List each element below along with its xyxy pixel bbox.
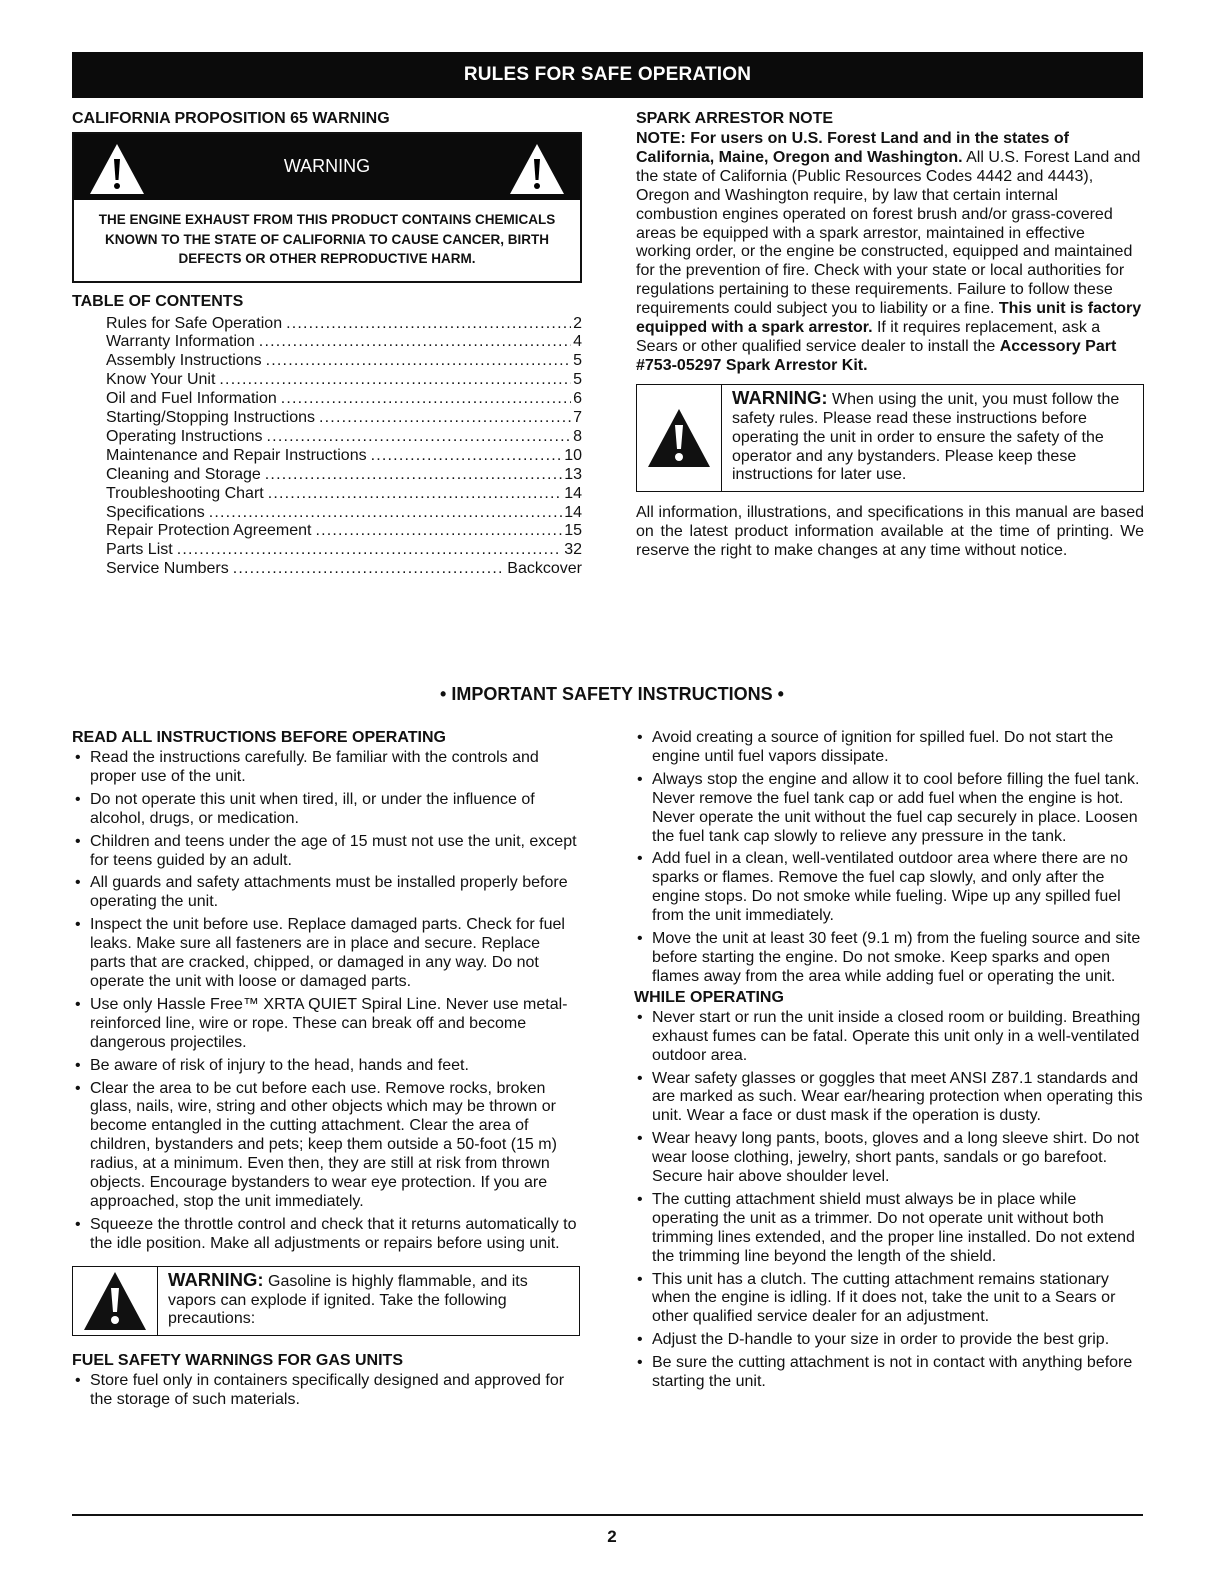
toc-leader-dots: [259, 333, 571, 352]
toc-entry-title: Cleaning and Storage: [106, 465, 261, 483]
prop65-heading: CALIFORNIA PROPOSITION 65 WARNING: [72, 110, 390, 127]
toc-entry: [106, 390, 582, 409]
fuel-precautions-list: [634, 729, 1144, 987]
toc-leader-dots: [209, 504, 562, 523]
list-item: • Wear heavy long pants, boots, gloves and a long sleeve shirt. Do not wear loose clothing, jewelry, short pants, sandals or go barefoot. Secure hair above shoulder level.: [634, 1130, 1144, 1187]
toc-entry: [106, 333, 582, 352]
spark-body-2: If it requires replacement, ask a Sears or other qualified service dealer to install the: [636, 319, 1101, 355]
list-item: • Read the instructions carefully. Be familiar with the controls and proper use of the unit.: [72, 749, 580, 787]
safety-rules-warning-box: [636, 384, 1144, 493]
warning-label: WARNING:: [168, 1268, 264, 1290]
toc-entry-page: 14: [564, 503, 582, 521]
info-paragraph: All information, illustrations, and specifications in this manual are based on the latest product information available at the time of printing. We reserve the right to make changes at any time without notice.: [636, 504, 1144, 560]
list-item: • Add fuel in a clean, well-ventilated outdoor area where there are no sparks or flames. Remove the fuel cap slowly, and only after the engine stops. Do not smoke while fueling. Wipe up any spilled fuel from the unit immediately.: [634, 850, 1144, 926]
toc-leader-dots: [266, 352, 571, 371]
spark-note: [636, 130, 1144, 376]
warning-icon-cell: [637, 385, 722, 492]
gasoline-warning-text: [158, 1267, 579, 1336]
toc-leader-dots: [286, 315, 571, 334]
toc-entry-page: 15: [564, 522, 582, 540]
toc-entry-title: Repair Protection Agreement: [106, 522, 312, 540]
toc-entry-title: Service Numbers: [106, 560, 229, 578]
list-item: • Avoid creating a source of ignition for spilled fuel. Do not start the engine until fuel vapors dissipate.: [634, 729, 1144, 767]
safety-rules-warning-text: [722, 385, 1143, 492]
toc-entry-page: Backcover: [507, 560, 582, 578]
prop65-warning-box: [72, 132, 582, 283]
fuel-safety-heading: FUEL SAFETY WARNINGS FOR GAS UNITS: [72, 1352, 403, 1370]
toc-entry-title: Operating Instructions: [106, 427, 263, 445]
toc-entry-title: Know Your Unit: [106, 371, 216, 389]
warning-triangle-icon: [82, 1270, 148, 1332]
toc-entry-page: 7: [573, 409, 582, 427]
right-bottom-column: [634, 729, 1144, 1396]
list-item: • Always stop the engine and allow it to cool before filling the fuel tank. Never remove the fuel tank cap or add fuel when the engine is hot. Never operate the unit without the fuel cap securely in place. Loosen the fuel tank cap slowly to relieve any pressure in the tank.: [634, 771, 1144, 847]
list-item: • Be aware of risk of injury to the head, hands and feet.: [72, 1057, 580, 1076]
toc-leader-dots: [177, 541, 563, 560]
spark-bold-2: This unit is factory equipped with a spark arrestor.: [636, 300, 1142, 337]
list-item: • Inspect the unit before use. Replace damaged parts. Check for fuel leaks. Make sure all fasteners are in place and secure. Replace parts that are cracked, chipped, or damaged in any way. Do not operate the unit with loose or damaged parts.: [72, 916, 580, 992]
list-item: • Move the unit at least 30 feet (9.1 m) from the fueling source and site before starting the engine. Do not smoke. Keep sparks and open flames away from the area while adding fuel or operating the unit.: [634, 930, 1144, 987]
right-top-column: [636, 110, 1144, 561]
toc-entry-title: Assembly Instructions: [106, 352, 262, 370]
toc-entry: [106, 315, 582, 334]
toc-leader-dots: [315, 522, 562, 541]
list-item: • Adjust the D-handle to your size in order to provide the best grip.: [634, 1331, 1144, 1350]
page-number: 2: [607, 1527, 617, 1546]
toc-entry-page: 8: [573, 427, 582, 445]
toc-leader-dots: [267, 428, 572, 447]
toc-entry: [106, 352, 582, 371]
toc-entry: [106, 371, 582, 390]
toc-entry: [106, 504, 582, 523]
section-banner: RULES FOR SAFE OPERATION: [72, 52, 1143, 98]
toc-entry: [106, 428, 582, 447]
left-top-column: [72, 110, 582, 579]
list-item: • Clear the area to be cut before each use. Remove rocks, broken glass, nails, wire, string and other objects which may be thrown or become entangled in the cutting attachment. Clear the area of children, bystanders and pets; keep them outside a 50-foot (15 m) radius, at a minimum. Even then, they are still at risk from thrown objects. Encourage bystanders to wear eye protection. If you are approached, stop the unit immediately.: [72, 1080, 580, 1212]
list-item: • All guards and safety attachments must be installed properly before operating the unit.: [72, 874, 580, 912]
toc-entry-title: Troubleshooting Chart: [106, 484, 264, 502]
while-operating-heading: WHILE OPERATING: [634, 988, 784, 1006]
fuel-safety-list: [72, 1372, 580, 1410]
important-safety-title: • IMPORTANT SAFETY INSTRUCTIONS •: [440, 684, 784, 704]
list-item: • Children and teens under the age of 15 must not use the unit, except for teens guided by an adult.: [72, 833, 580, 871]
toc-leader-dots: [233, 560, 506, 579]
toc-heading: TABLE OF CONTENTS: [72, 292, 244, 310]
left-bottom-column: [72, 729, 580, 1414]
warning-triangle-icon: [646, 407, 712, 469]
spark-heading: SPARK ARRESTOR NOTE: [636, 110, 834, 127]
list-item: • Be sure the cutting attachment is not in contact with anything before starting the unit.: [634, 1354, 1144, 1392]
toc-leader-dots: [371, 447, 563, 466]
prop65-warning-header: [74, 134, 580, 200]
toc-leader-dots: [219, 371, 571, 390]
toc-entry-page: 10: [564, 446, 582, 464]
warning-triangle-icon: [508, 142, 566, 196]
toc-entry: [106, 485, 582, 504]
read-all-heading: READ ALL INSTRUCTIONS BEFORE OPERATING: [72, 729, 446, 746]
toc-entry: [106, 466, 582, 485]
toc-entry-title: Rules for Safe Operation: [106, 314, 283, 332]
warning-body: When using the unit, you must follow the safety rules. Please read these instructions before operating the unit in order to ensure the safety of the operator and any bystanders. Please keep these instructions for later use.: [732, 390, 1120, 484]
warning-label: WARNING:: [732, 386, 828, 408]
toc-entry-title: Warranty Information: [106, 333, 255, 351]
spark-note-bold: NOTE: For users on U.S. Forest Land and in the states of California, Maine, Oregon and Washington.: [636, 130, 1069, 166]
toc-leader-dots: [268, 485, 562, 504]
list-item: • This unit has a clutch. The cutting attachment remains stationary when the engine is idling. If it does not, take the unit to a Sears or other qualified service dealer for an adjustment.: [634, 1271, 1144, 1328]
list-item: • Do not operate this unit when tired, ill, or under the influence of alcohol, drugs, or medication.: [72, 791, 580, 829]
toc-entry-title: Specifications: [106, 503, 205, 521]
toc-entry-page: 32: [564, 541, 582, 559]
toc-leader-dots: [281, 390, 571, 409]
toc-entry-page: 13: [564, 465, 582, 483]
list-item: • Squeeze the throttle control and check that it returns automatically to the idle position. Make all adjustments or repairs before using unit.: [72, 1216, 580, 1254]
toc-entry-page: 5: [573, 352, 582, 370]
list-item: • Use only Hassle Free™ XRTA QUIET Spiral Line. Never use metal-reinforced line, wire or rope. These can break off and become dangerous projectiles.: [72, 996, 580, 1053]
read-all-list: [72, 749, 580, 1254]
prop65-warning-text: THE ENGINE EXHAUST FROM THIS PRODUCT CONTAINS CHEMICALS KNOWN TO THE STATE OF CALIFORNIA TO CAUSE CANCER, BIRTH DEFECTS OR OTHER REPRODUCTIVE HARM.: [98, 212, 556, 266]
toc-entry: [106, 541, 582, 560]
gasoline-warning-box: [72, 1266, 580, 1337]
toc-entry-page: 6: [573, 390, 582, 408]
toc-entry-page: 5: [573, 371, 582, 389]
spark-accessory-part: Accessory Part #753-05297 Spark Arrestor Kit.: [636, 337, 1117, 374]
while-operating-list: [634, 1009, 1144, 1392]
toc-entry-page: 2: [573, 314, 582, 332]
toc-leader-dots: [319, 409, 571, 428]
warning-body: Gasoline is highly flammable, and its vapors can explode if ignited. Take the following precautions:: [168, 1272, 528, 1328]
toc-entry: [106, 522, 582, 541]
list-item: • The cutting attachment shield must always be in place while operating the unit as a trimmer. Do not operate unit without both trimming lines extended, and the proper line installed. Do not extend the trimming line beyond the length of the shield.: [634, 1191, 1144, 1267]
toc-entry-title: Oil and Fuel Information: [106, 390, 277, 408]
toc-entry: [106, 560, 582, 579]
toc-entry: [106, 447, 582, 466]
toc-leader-dots: [265, 466, 562, 485]
toc-entry-title: Starting/Stopping Instructions: [106, 409, 316, 427]
toc-list: [72, 315, 582, 580]
toc-entry-page: 14: [564, 484, 582, 502]
list-item: • Store fuel only in containers specifically designed and approved for the storage of such materials.: [72, 1372, 580, 1410]
spark-body-1: All U.S. Forest Land and the state of California (Public Resources Codes 4442 and 4443), Oregon and Washington require, by law that certain internal combustion engines operated on forest brush and/or grass-covered areas be equipped with a spark arrestor, maintained in effective working order, or the engine be constructed, equipped and maintained for the prevention of fire. Check with your state or local authorities for regulations pertaining to these requirements. Failure to follow these requirements could subject you to liability or a fine.: [636, 148, 1141, 318]
prop65-warning-label: WARNING: [283, 156, 371, 176]
warning-icon-cell: [73, 1267, 158, 1336]
footer-rule: [72, 1514, 1143, 1516]
list-item: • Never start or run the unit inside a closed room or building. Breathing exhaust fumes can be fatal. Operate this unit only in a well-ventilated outdoor area.: [634, 1009, 1144, 1066]
toc-entry-title: Parts List: [106, 541, 173, 559]
toc-entry-page: 4: [573, 333, 582, 351]
toc-entry-title: Maintenance and Repair Instructions: [106, 446, 367, 464]
list-item: • Wear safety glasses or goggles that meet ANSI Z87.1 standards and are marked as such. Wear ear/hearing protection when operating this unit. Wear a face or dust mask if the operation is dusty.: [634, 1070, 1144, 1127]
toc-entry: [106, 409, 582, 428]
